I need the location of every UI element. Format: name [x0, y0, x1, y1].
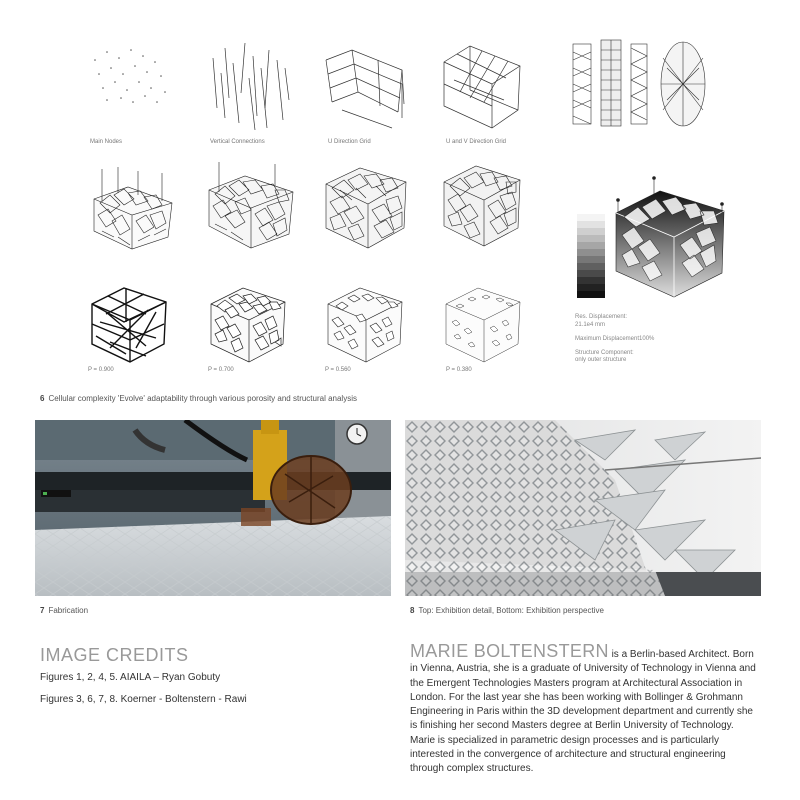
author-name: MARIE BOLTENSTERN [410, 641, 609, 661]
diagram-porosity-056 [322, 282, 407, 367]
label-p-038: P = 0.380 [446, 367, 472, 373]
diagram-vertical-connections [205, 38, 295, 133]
diagram-cell-porosity-4 [440, 160, 525, 250]
label-p-056: P = 0.560 [325, 367, 351, 373]
figure-8-text: Top: Exhibition detail, Bottom: Exhibition perspective [418, 606, 604, 615]
figure-8-caption [410, 606, 604, 615]
diagram-cell-porosity-3 [322, 160, 412, 250]
diagram-structural-analysis [610, 175, 735, 300]
label-uv-direction-grid: U and V Direction Grid [446, 139, 507, 145]
label-p-070: P = 0.700 [208, 367, 234, 373]
figure-8-number: 8 [410, 606, 415, 615]
diagram-cell-porosity-2 [205, 160, 300, 250]
label-p-090: P = 0.900 [88, 367, 114, 373]
figure-7-text: Fabrication [48, 606, 89, 615]
structure-component-value: only outer structure [575, 357, 627, 363]
diagram-porosity-038 [440, 282, 525, 367]
label-vertical-connections: Vertical Connections [210, 139, 265, 145]
structure-component-label: Structure Component: [575, 350, 634, 356]
displacement-legend [577, 214, 605, 298]
author-bio [410, 641, 760, 777]
diagram-porosity-090 [86, 282, 171, 367]
label-u-direction-grid: U Direction Grid [328, 139, 371, 145]
figure-6-text: Cellular complexity 'Evolve' adaptability through various porosity and structural analysis [48, 394, 357, 403]
diagram-main-nodes [85, 40, 175, 110]
diagram-uv-direction-grid [440, 40, 525, 132]
author-bio-text: is a Berlin-based Architect. Born in Vienna, Austria, she is a graduate of University of Technology in Vienna and the Emergent Technologies Masters program at Architectural Association in London. For the last year she has been working with Bollinger & Grohmann Engineering in Paris within the 3D development department and currently she is finishing her second Masters degree at Berlin University of Technology. Marie is specialized in parametric design processes and is particularly interested in the convergence of architecture and structural engineering through complex structures. [410, 649, 756, 775]
figure-7-number: 7 [40, 606, 45, 615]
max-displacement-label: Maximum Displacement100% [575, 336, 655, 342]
diagram-cell-porosity-1 [88, 165, 178, 250]
res-displacement-value: 21.1e4 mm [575, 322, 606, 328]
res-displacement-label: Res. Displacement: [575, 314, 628, 320]
label-main-nodes: Main Nodes [90, 139, 123, 145]
diagram-column-variants [565, 38, 725, 130]
image-credits-heading: IMAGE CREDITS [40, 645, 189, 665]
diagram-porosity-070 [205, 282, 290, 367]
figure-7-caption [40, 606, 88, 615]
fabrication-photo [35, 420, 391, 596]
exhibition-photo [405, 420, 761, 596]
figure-6-caption [40, 394, 357, 403]
image-credits-line-2: Figures 3, 6, 7, 8. Koerner - Boltenstern - Rawi [40, 694, 247, 705]
figure-6-number: 6 [40, 394, 45, 403]
diagram-u-direction-grid [322, 40, 412, 132]
image-credits-line-1: Figures 1, 2, 4, 5. AIAILA – Ryan Gobuty [40, 672, 221, 683]
